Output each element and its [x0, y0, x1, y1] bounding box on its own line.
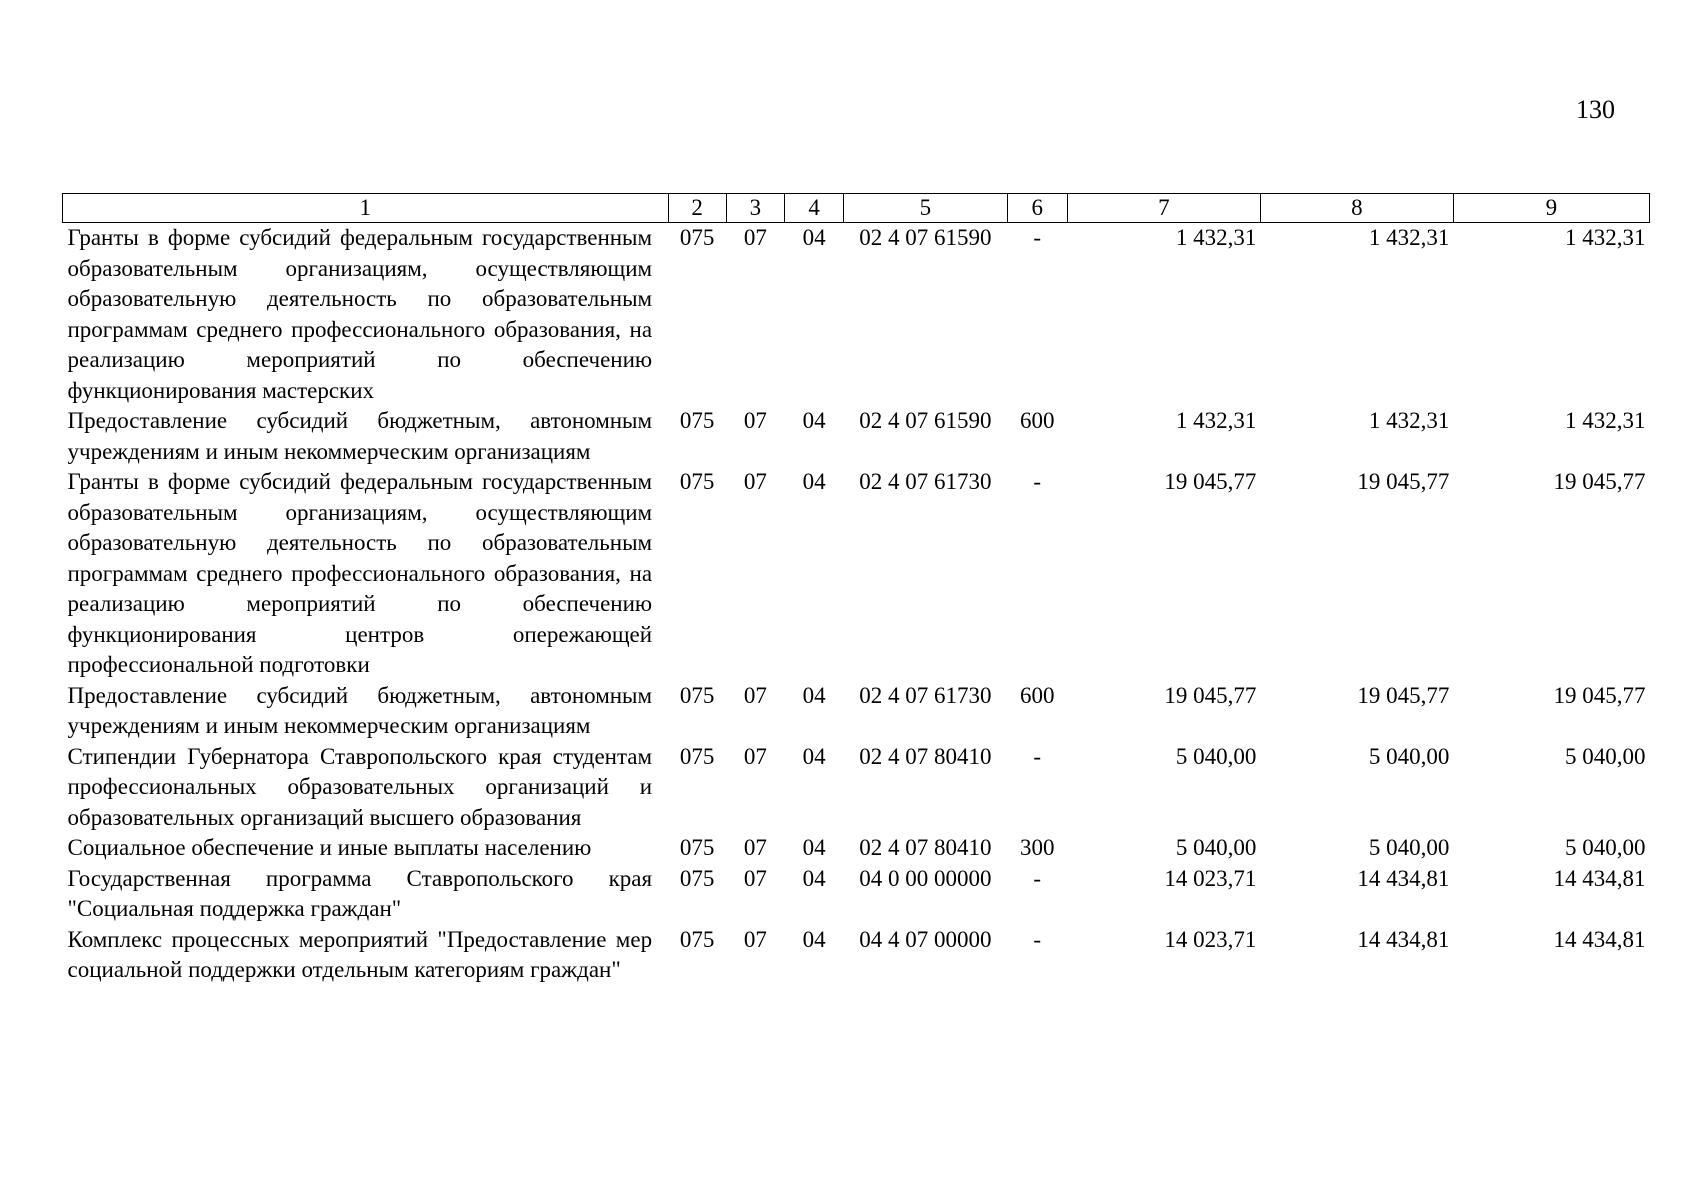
- cell-subsection-code: 04: [802, 469, 826, 494]
- column-header: 9: [1453, 194, 1649, 223]
- column-header: 6: [1007, 194, 1067, 223]
- cell-ministry-code: 075: [679, 225, 715, 250]
- cell-amount-3: 5 040,00: [1565, 835, 1646, 860]
- cell-section-code: 07: [743, 926, 767, 952]
- cell-ministry-code: 075: [679, 865, 715, 891]
- cell-amount-1: 1 432,31: [1175, 408, 1257, 433]
- cell-ministry-code: 075: [679, 743, 715, 769]
- cell-name: Комплекс процессных мероприятий "Предоставление мер социальной поддержки отдельным категориям граждан": [67, 926, 653, 982]
- cell-subsection-code: 04: [802, 743, 826, 769]
- cell-amount-2: 5 040,00: [1368, 835, 1450, 860]
- cell-name: Предоставление субсидий бюджетным, автономным учреждениям и иным некоммерческим организациям: [67, 408, 653, 464]
- cell-amount-1: 14 023,71: [1164, 865, 1257, 891]
- table-row: [63, 406, 1650, 467]
- column-header: 1: [63, 194, 669, 223]
- cell-section-code: 07: [743, 225, 767, 250]
- cell-amount-2: 14 434,81: [1357, 865, 1450, 891]
- cell-amount-2: 19 045,77: [1357, 682, 1450, 708]
- cell-amount-3: 19 045,77: [1553, 682, 1646, 708]
- cell-target-article: 02 4 07 61730: [859, 682, 992, 708]
- cell-subsection-code: 04: [802, 835, 826, 860]
- cell-amount-1: 19 045,77: [1164, 682, 1257, 708]
- column-header: 7: [1067, 194, 1260, 223]
- cell-expense-type: -: [1033, 926, 1042, 952]
- table-row: [63, 467, 1650, 681]
- cell-amount-2: 5 040,00: [1368, 743, 1450, 769]
- cell-ministry-code: 075: [679, 926, 715, 952]
- cell-ministry-code: 075: [679, 469, 715, 494]
- cell-amount-3: 1 432,31: [1565, 408, 1646, 433]
- column-header: 2: [668, 194, 726, 223]
- cell-target-article: 02 4 07 61590: [859, 408, 992, 433]
- cell-amount-2: 1 432,31: [1368, 225, 1450, 250]
- cell-amount-3: 19 045,77: [1553, 469, 1646, 494]
- cell-subsection-code: 04: [802, 926, 826, 952]
- cell-subsection-code: 04: [802, 225, 826, 250]
- cell-amount-3: 14 434,81: [1553, 926, 1646, 952]
- cell-name: Предоставление субсидий бюджетным, автономным учреждениям и иным некоммерческим организациям: [67, 682, 653, 738]
- cell-target-article: 02 4 07 61730: [859, 469, 992, 494]
- cell-expense-type: -: [1033, 865, 1042, 891]
- cell-amount-2: 1 432,31: [1368, 408, 1450, 433]
- cell-section-code: 07: [743, 469, 767, 494]
- table-row: [63, 223, 1650, 407]
- cell-amount-1: 1 432,31: [1175, 225, 1257, 250]
- table-row: [63, 925, 1650, 986]
- header-row: [63, 194, 1650, 223]
- cell-amount-3: 5 040,00: [1565, 743, 1646, 769]
- cell-target-article: 04 4 07 00000: [859, 926, 992, 952]
- cell-expense-type: -: [1033, 743, 1042, 769]
- column-header: 4: [784, 194, 843, 223]
- cell-expense-type: 300: [1019, 835, 1055, 860]
- cell-ministry-code: 075: [679, 408, 715, 433]
- cell-section-code: 07: [743, 408, 767, 433]
- cell-expense-type: -: [1033, 469, 1042, 494]
- cell-amount-1: 14 023,71: [1164, 926, 1257, 952]
- budget-table: [62, 193, 1650, 986]
- cell-amount-3: 1 432,31: [1565, 225, 1646, 250]
- cell-target-article: 02 4 07 80410: [859, 743, 992, 769]
- page-number: 130: [1576, 95, 1615, 124]
- cell-amount-2: 19 045,77: [1357, 469, 1450, 494]
- cell-name: Гранты в форме субсидий федеральным государственным образовательным организациям, осуществляющим образовательную деятельность по образовательным программам среднего профессионального образования, на реализацию мероприятий по обеспечению функционирования центров опережающей профессиональной подготовки: [67, 469, 653, 677]
- cell-name: Государственная программа Ставропольского края "Социальная поддержка граждан": [67, 865, 653, 921]
- table-row: [63, 833, 1650, 864]
- table-header: [63, 194, 1650, 223]
- column-header: 3: [726, 194, 784, 223]
- cell-subsection-code: 04: [802, 408, 826, 433]
- cell-expense-type: 600: [1019, 408, 1055, 433]
- table-row: [63, 742, 1650, 834]
- cell-section-code: 07: [743, 743, 767, 769]
- cell-amount-1: 19 045,77: [1164, 469, 1257, 494]
- cell-ministry-code: 075: [679, 682, 715, 708]
- cell-section-code: 07: [743, 865, 767, 891]
- column-header: 8: [1260, 194, 1453, 223]
- cell-name: Социальное обеспечение и иные выплаты населению: [67, 835, 592, 860]
- cell-amount-1: 5 040,00: [1175, 743, 1257, 769]
- cell-subsection-code: 04: [802, 682, 826, 708]
- column-header: 5: [844, 194, 1007, 223]
- cell-amount-2: 14 434,81: [1357, 926, 1450, 952]
- cell-name: Гранты в форме субсидий федеральным государственным образовательным организациям, осуществляющим образовательную деятельность по образовательным программам среднего профессионального образования, на реализацию мероприятий по обеспечению функционирования мастерских: [67, 225, 653, 403]
- table-row: [63, 681, 1650, 742]
- cell-expense-type: -: [1033, 225, 1042, 250]
- cell-target-article: 02 4 07 80410: [859, 835, 992, 860]
- cell-amount-3: 14 434,81: [1553, 865, 1646, 891]
- cell-name: Стипендии Губернатора Ставропольского края студентам профессиональных образовательных организаций и образовательных организаций высшего образования: [67, 743, 653, 830]
- cell-subsection-code: 04: [802, 865, 826, 891]
- cell-target-article: 04 0 00 00000: [859, 865, 992, 891]
- cell-section-code: 07: [743, 682, 767, 708]
- cell-expense-type: 600: [1019, 682, 1055, 708]
- cell-target-article: 02 4 07 61590: [859, 225, 992, 250]
- cell-amount-1: 5 040,00: [1175, 835, 1257, 860]
- cell-section-code: 07: [743, 835, 767, 860]
- cell-ministry-code: 075: [679, 835, 715, 860]
- table-row: [63, 864, 1650, 925]
- table-body: [63, 223, 1650, 986]
